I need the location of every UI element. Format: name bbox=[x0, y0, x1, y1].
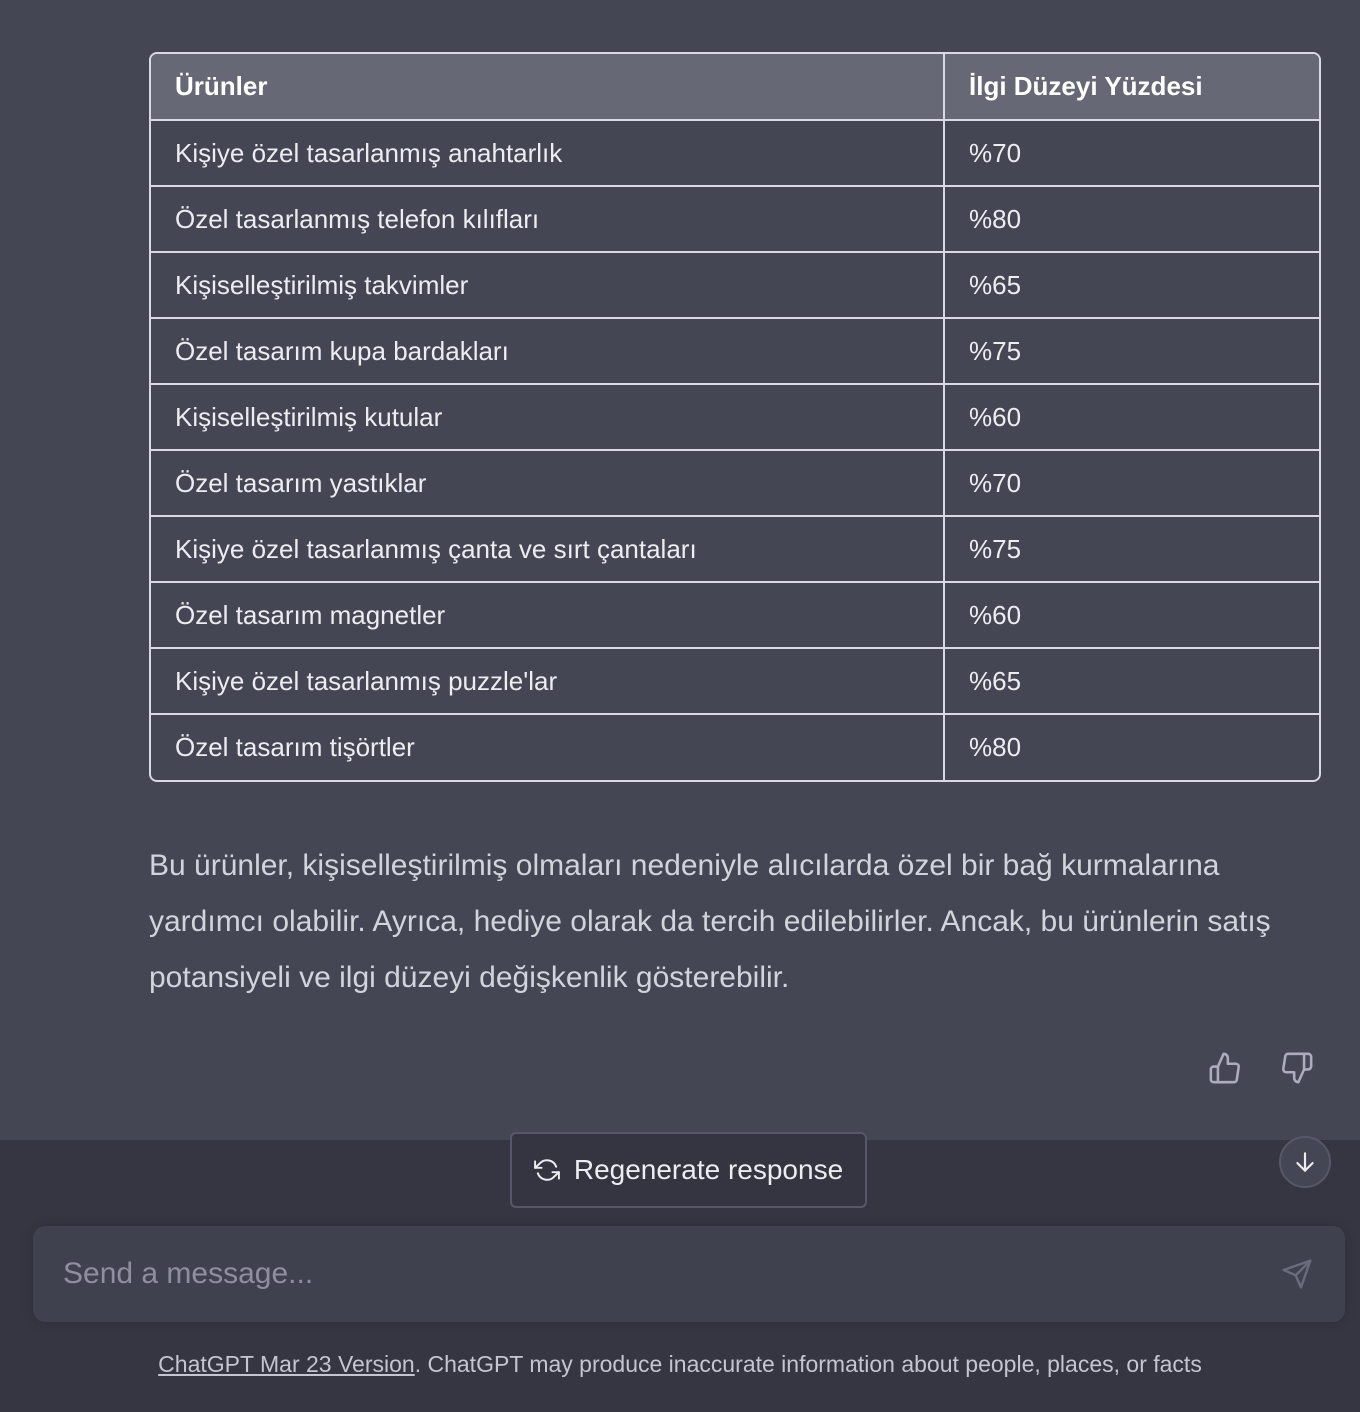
table-row bbox=[151, 516, 1319, 582]
interest-cell: %75 bbox=[944, 516, 1319, 582]
interest-cell: %70 bbox=[944, 120, 1319, 186]
table-row bbox=[151, 450, 1319, 516]
disclaimer-text: . ChatGPT may produce inaccurate information about people, places, or facts bbox=[414, 1351, 1202, 1377]
products-table bbox=[149, 52, 1321, 782]
arrow-down-icon bbox=[1292, 1149, 1318, 1175]
product-cell: Kişiye özel tasarlanmış puzzle'lar bbox=[151, 648, 944, 714]
table-row bbox=[151, 714, 1319, 780]
table-row bbox=[151, 252, 1319, 318]
refresh-icon bbox=[534, 1157, 560, 1183]
table-row bbox=[151, 120, 1319, 186]
interest-cell: %60 bbox=[944, 384, 1319, 450]
thumbs-up-icon bbox=[1208, 1051, 1242, 1085]
product-cell: Kişiselleştirilmiş kutular bbox=[151, 384, 944, 450]
column-header-interest: İlgi Düzeyi Yüzdesi bbox=[944, 54, 1319, 120]
thumbs-down-button[interactable] bbox=[1277, 1048, 1317, 1088]
message-input[interactable] bbox=[63, 1226, 1263, 1322]
table-header-row bbox=[151, 54, 1319, 120]
product-cell: Kişiselleştirilmiş takvimler bbox=[151, 252, 944, 318]
send-button[interactable] bbox=[1277, 1254, 1317, 1294]
product-cell: Özel tasarım kupa bardakları bbox=[151, 318, 944, 384]
regenerate-label: Regenerate response bbox=[573, 1154, 844, 1185]
interest-cell: %65 bbox=[944, 648, 1319, 714]
version-link[interactable]: ChatGPT Mar 23 Version bbox=[158, 1351, 415, 1377]
interest-cell: %60 bbox=[944, 582, 1319, 648]
table-row bbox=[151, 318, 1319, 384]
product-cell: Özel tasarım magnetler bbox=[151, 582, 944, 648]
product-cell: Özel tasarım tişörtler bbox=[151, 714, 944, 780]
interest-cell: %65 bbox=[944, 252, 1319, 318]
table bbox=[151, 54, 1319, 780]
thumbs-up-button[interactable] bbox=[1205, 1048, 1245, 1088]
interest-cell: %70 bbox=[944, 450, 1319, 516]
scroll-to-bottom-button[interactable] bbox=[1279, 1136, 1331, 1188]
product-cell: Özel tasarlanmış telefon kılıfları bbox=[151, 186, 944, 252]
table-row bbox=[151, 648, 1319, 714]
regenerate-response-button[interactable] bbox=[510, 1132, 867, 1208]
footer-disclaimer bbox=[0, 1346, 1360, 1382]
send-icon bbox=[1281, 1258, 1313, 1290]
interest-cell: %75 bbox=[944, 318, 1319, 384]
message-paragraph: Bu ürünler, kişiselleştirilmiş olmaları nedeniyle alıcılarda özel bir bağ kurmalarına yardımcı olabilir. Ayrıca, hediye olarak da tercih edilebilirler. Ancak, bu ürünlerin satış potansiyeli ve ilgi düzeyi değişkenlik gösterebilir. bbox=[149, 849, 1271, 994]
table-row bbox=[151, 186, 1319, 252]
product-cell: Özel tasarım yastıklar bbox=[151, 450, 944, 516]
thumbs-down-icon bbox=[1280, 1051, 1314, 1085]
column-header-products: Ürünler bbox=[151, 54, 944, 120]
message-composer bbox=[33, 1226, 1345, 1322]
table-row bbox=[151, 384, 1319, 450]
product-cell: Kişiye özel tasarlanmış anahtarlık bbox=[151, 120, 944, 186]
interest-cell: %80 bbox=[944, 186, 1319, 252]
product-cell: Kişiye özel tasarlanmış çanta ve sırt çantaları bbox=[151, 516, 944, 582]
table-row bbox=[151, 582, 1319, 648]
interest-cell: %80 bbox=[969, 732, 1022, 762]
